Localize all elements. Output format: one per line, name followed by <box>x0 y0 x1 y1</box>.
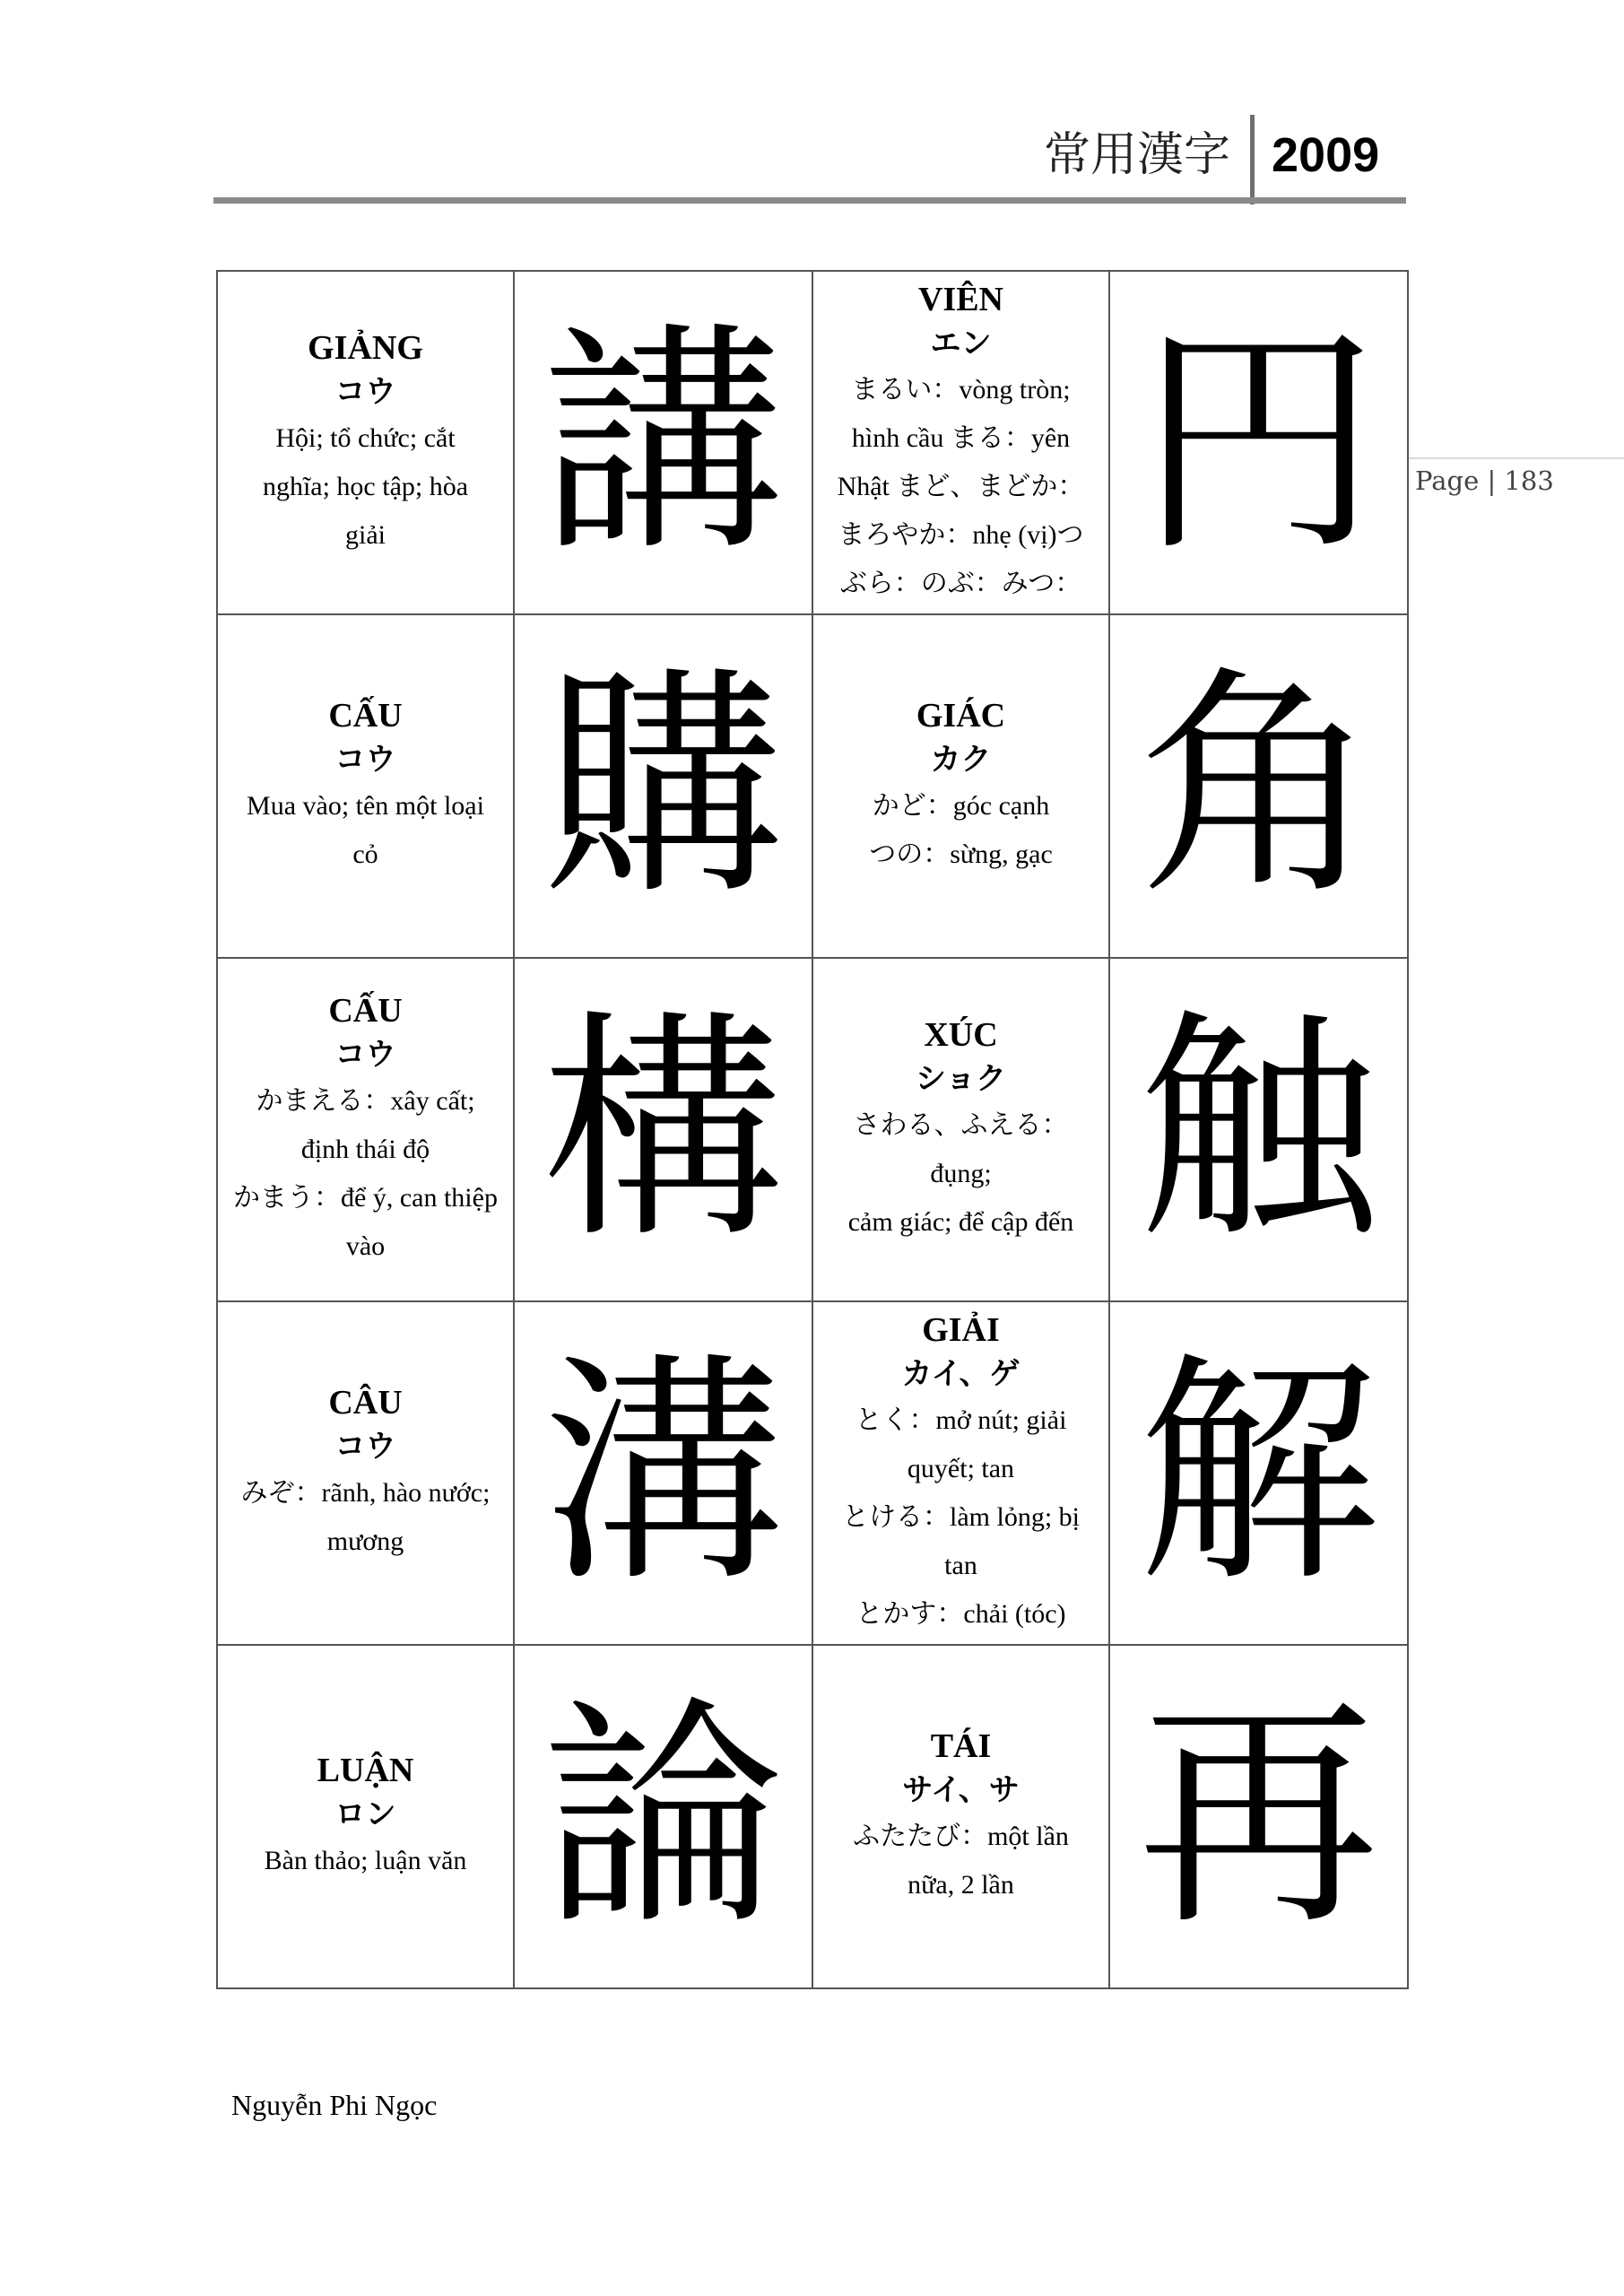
kanji-row <box>217 958 1408 1301</box>
meaning-line: nữa, 2 lần <box>908 1869 1014 1900</box>
on-reading: コウ <box>334 741 396 778</box>
kanji-character: 円 <box>1137 300 1380 584</box>
kanji-cell <box>514 271 812 614</box>
meaning-line: Mua vào; tên một loại <box>247 790 484 821</box>
kanji-character: 論 <box>542 1674 785 1958</box>
kanji-character: 再 <box>1137 1674 1380 1958</box>
entry-info-cell <box>812 271 1109 614</box>
page-number-rule <box>1408 457 1624 459</box>
header-title: 常用漢字 <box>1043 128 1230 182</box>
meaning-line: định thái độ <box>300 1134 430 1164</box>
on-reading: カイ、ゲ <box>901 1355 1020 1392</box>
entry-info-cell <box>217 958 514 1301</box>
on-reading: カク <box>930 741 992 778</box>
meaning-line: mương <box>326 1526 404 1556</box>
entry-info-cell <box>217 1645 514 1988</box>
kanji-character: 購 <box>542 644 785 927</box>
kanji-cell <box>514 614 812 958</box>
kanji-row <box>217 1301 1408 1645</box>
meaning-line: Bàn thảo; luận văn <box>264 1845 467 1875</box>
kanji-cell <box>514 958 812 1301</box>
kanji-cell <box>1109 1301 1408 1645</box>
on-reading: エン <box>930 325 992 361</box>
han-viet-reading: LUẬN <box>317 1751 414 1789</box>
kanji-character: 解 <box>1137 1331 1380 1614</box>
header-divider <box>1250 115 1255 204</box>
entry-info-cell <box>217 271 514 614</box>
kanji-cell <box>514 1301 812 1645</box>
entry-info-cell <box>217 1301 514 1645</box>
meaning-line: ぶら：のぶ：みつ： <box>839 568 1082 598</box>
kanji-cell <box>514 1645 812 1988</box>
on-reading: コウ <box>334 1428 396 1465</box>
kanji-row <box>217 614 1408 958</box>
header-year: 2009 <box>1272 128 1380 182</box>
han-viet-reading: GIẢI <box>922 1310 1000 1349</box>
han-viet-reading: TÁI <box>930 1726 992 1765</box>
kanji-character: 溝 <box>542 1331 785 1614</box>
kanji-table <box>216 270 1409 1989</box>
meaning-line: かど：góc cạnh <box>872 790 1050 821</box>
han-viet-reading: CẤU <box>328 991 403 1030</box>
kanji-character: 角 <box>1137 644 1380 927</box>
entry-info-cell <box>812 1645 1109 1988</box>
on-reading: ロン <box>334 1796 396 1832</box>
meaning-line: giải <box>345 519 386 550</box>
meaning-line: nghĩa; học tập; hòa <box>262 471 469 501</box>
han-viet-reading: VIÊN <box>917 280 1004 318</box>
entry-info-cell <box>217 614 514 958</box>
kanji-row <box>217 271 1408 614</box>
meaning-line: tan <box>944 1550 977 1580</box>
entry-info-cell <box>812 958 1109 1301</box>
meaning-line: quyết; tan <box>907 1453 1015 1483</box>
meaning-line: とく：mở nút; giải <box>855 1405 1067 1435</box>
meaning-line: Nhật まど、まどか： <box>837 471 1085 501</box>
han-viet-reading: CẤU <box>328 696 403 735</box>
on-reading: コウ <box>334 1036 396 1073</box>
entry-info-cell <box>812 614 1109 958</box>
kanji-character: 構 <box>542 987 785 1271</box>
footer-author: Nguyễn Phi Ngọc <box>231 2089 438 2121</box>
meaning-line: Hội; tổ chức; cắt <box>275 422 456 453</box>
kanji-row <box>217 1645 1408 1988</box>
meaning-line: ふたたび：một lần <box>853 1821 1069 1851</box>
meaning-line: つの：sừng, gạc <box>869 839 1053 869</box>
han-viet-reading: XÚC <box>924 1015 998 1054</box>
header-rule <box>213 197 1406 204</box>
on-reading: ショク <box>915 1060 1007 1097</box>
on-reading: コウ <box>334 373 396 410</box>
kanji-cell <box>1109 614 1408 958</box>
meaning-line: かまえる：xây cất; <box>256 1085 475 1116</box>
meaning-line: とける：làm lỏng; bị <box>842 1501 1080 1532</box>
meaning-line: さわる、ふえる：đụng; <box>853 1109 1069 1188</box>
meaning-line: vào <box>345 1231 386 1261</box>
meaning-line: cỏ <box>352 839 378 869</box>
meaning-line: まろやか：nhẹ (vị)つ <box>838 519 1084 550</box>
kanji-character: 触 <box>1137 987 1380 1271</box>
meaning-line: みぞ：rãnh, hào nước; <box>240 1477 491 1508</box>
kanji-character: 講 <box>542 300 785 584</box>
meaning-line: かまう：để ý, can thiệp <box>233 1182 498 1213</box>
meaning-line: cảm giác; để cập đến <box>847 1206 1074 1237</box>
page-number: Page | 183 <box>1415 465 1554 496</box>
han-viet-reading: CÂU <box>328 1383 403 1422</box>
meaning-line: hình cầu まる：yên <box>851 422 1071 453</box>
han-viet-reading: GIÁC <box>916 696 1006 735</box>
on-reading: サイ、サ <box>902 1771 1020 1808</box>
kanji-cell <box>1109 1645 1408 1988</box>
meaning-line: まるい：vòng tròn; <box>851 374 1071 404</box>
kanji-cell <box>1109 958 1408 1301</box>
kanji-cell <box>1109 271 1408 614</box>
entry-info-cell <box>812 1301 1109 1645</box>
han-viet-reading: GIẢNG <box>308 328 423 367</box>
meaning-line: とかす：chải (tóc) <box>855 1598 1066 1629</box>
